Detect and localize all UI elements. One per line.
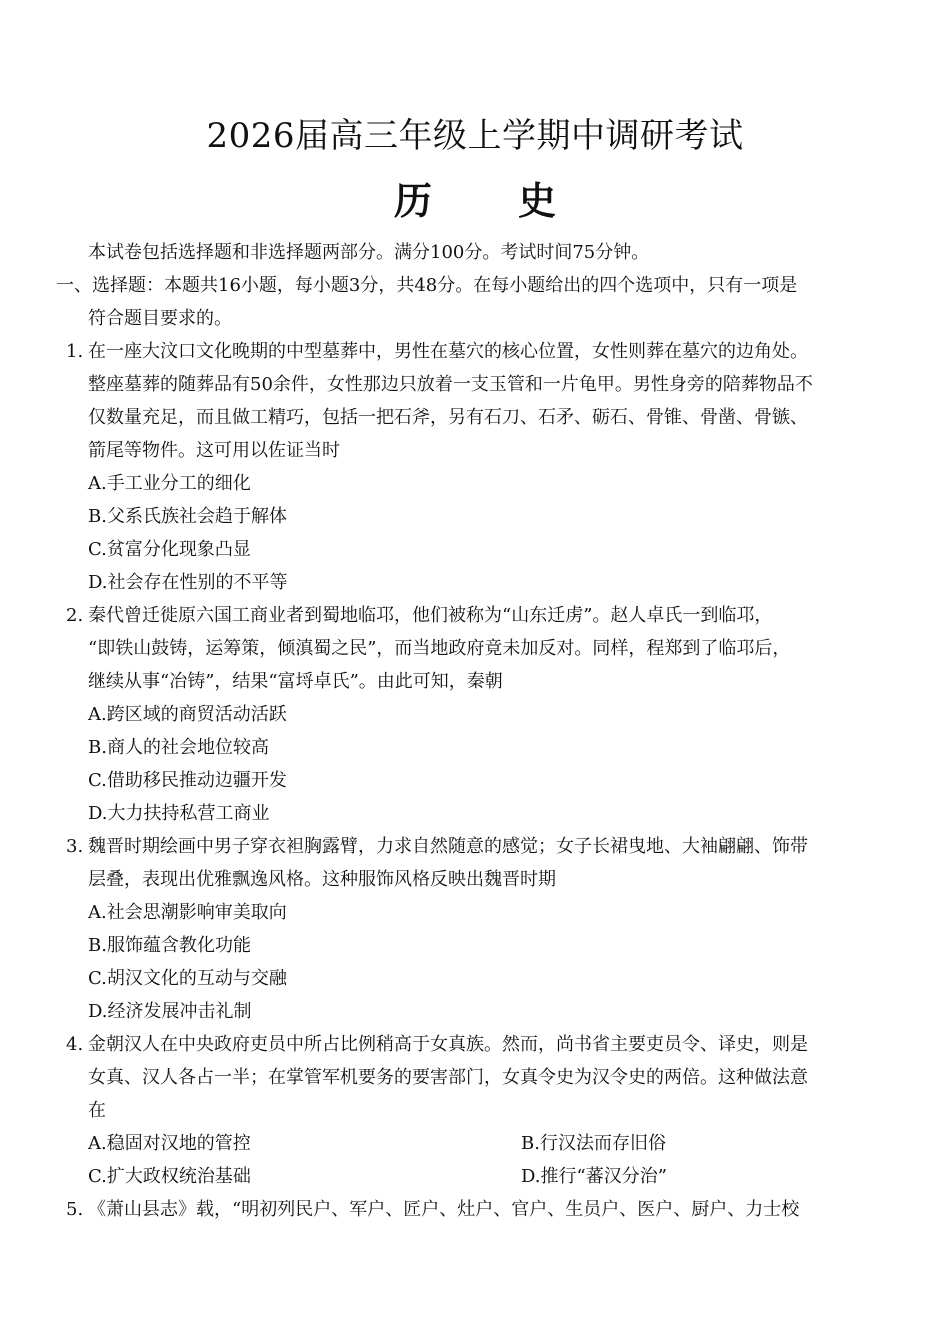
question-text-line: 整座墓葬的随葬品有50余件，女性那边只放着一支玉管和一片龟甲。男性身旁的陪葬物品不 [88,374,813,395]
section-heading-cont: 符合题目要求的。 [88,308,232,329]
question-text-line: 仅数量充足，而且做工精巧，包括一把石斧，另有石刀、石矛、砺石、骨锥、骨凿、骨镞、 [88,407,808,428]
subject-char: 史 [518,179,557,223]
option-a: A.稳固对汉地的管控 [88,1133,251,1154]
option-d: D.社会存在性别的不平等 [88,572,288,593]
question-text-line: 秦代曾迁徙原六国工商业者到蜀地临邛，他们被称为“山东迁虏”。赵人卓氏一到临邛， [88,605,773,626]
option-d: D.大力扶持私营工商业 [88,803,270,824]
question-text-line: 女真、汉人各占一半；在掌管军机要务的要害部门，女真令史为汉令史的两倍。这种做法意 [88,1067,808,1088]
question-text-line: “即铁山鼓铸，运筹策，倾滇蜀之民”，而当地政府竟未加反对。同样，程郑到了临邛后， [88,638,791,659]
question-text-line: 层叠，表现出优雅飘逸风格。这种服饰风格反映出魏晋时期 [88,869,556,890]
option-d: D.推行“蕃汉分治” [521,1166,667,1187]
option-c: C.胡汉文化的互动与交融 [88,968,287,989]
option-b: B.服饰蕴含教化功能 [88,935,251,956]
option-c: C.借助移民推动边疆开发 [88,770,287,791]
question-text-line: 《萧山县志》载，“明初列民户、军户、匠户、灶户、官户、生员户、医户、厨户、力士校 [88,1199,800,1220]
exam-instructions: 本试卷包括选择题和非选择题两部分。满分100分。考试时间75分钟。 [88,242,650,263]
option-d: D.经济发展冲击礼制 [88,1001,252,1022]
subject-char: 历 [393,179,432,223]
question-number: 3. [66,836,84,857]
question-text-line: 魏晋时期绘画中男子穿衣袒胸露臂，力求自然随意的感觉；女子长裙曳地、大袖翩翩、饰带 [88,836,808,857]
option-b: B.行汉法而存旧俗 [521,1133,666,1154]
option-b: B.商人的社会地位较高 [88,737,269,758]
option-a: A.跨区域的商贸活动活跃 [88,704,287,725]
question-text-line: 在 [88,1100,106,1121]
option-a: A.手工业分工的细化 [88,473,251,494]
exam-title: 2026届高三年级上学期中调研考试 [206,116,744,156]
question-text-line: 在一座大汶口文化晚期的中型墓葬中，男性在墓穴的核心位置，女性则葬在墓穴的边角处。 [88,341,808,362]
option-b: B.父系氏族社会趋于解体 [88,506,287,527]
question-text-line: 继续从事“冶铸”，结果“富埒卓氏”。由此可知，秦朝 [88,671,503,692]
question-number: 5. [66,1199,84,1220]
question-number: 2. [66,605,84,626]
option-a: A.社会思潮影响审美取向 [88,902,287,923]
option-c: C.贫富分化现象凸显 [88,539,251,560]
option-c: C.扩大政权统治基础 [88,1166,251,1187]
question-text-line: 金朝汉人在中央政府吏员中所占比例稍高于女真族。然而，尚书省主要吏员令、译史，则是 [88,1034,808,1055]
subject-heading [0,176,950,226]
question-number: 1. [66,341,84,362]
question-text-line: 箭尾等物件。这可用以佐证当时 [88,440,340,461]
question-number: 4. [66,1034,84,1055]
section-heading: 一、选择题：本题共16小题，每小题3分，共48分。在每小题给出的四个选项中，只有一项是 [56,275,798,296]
